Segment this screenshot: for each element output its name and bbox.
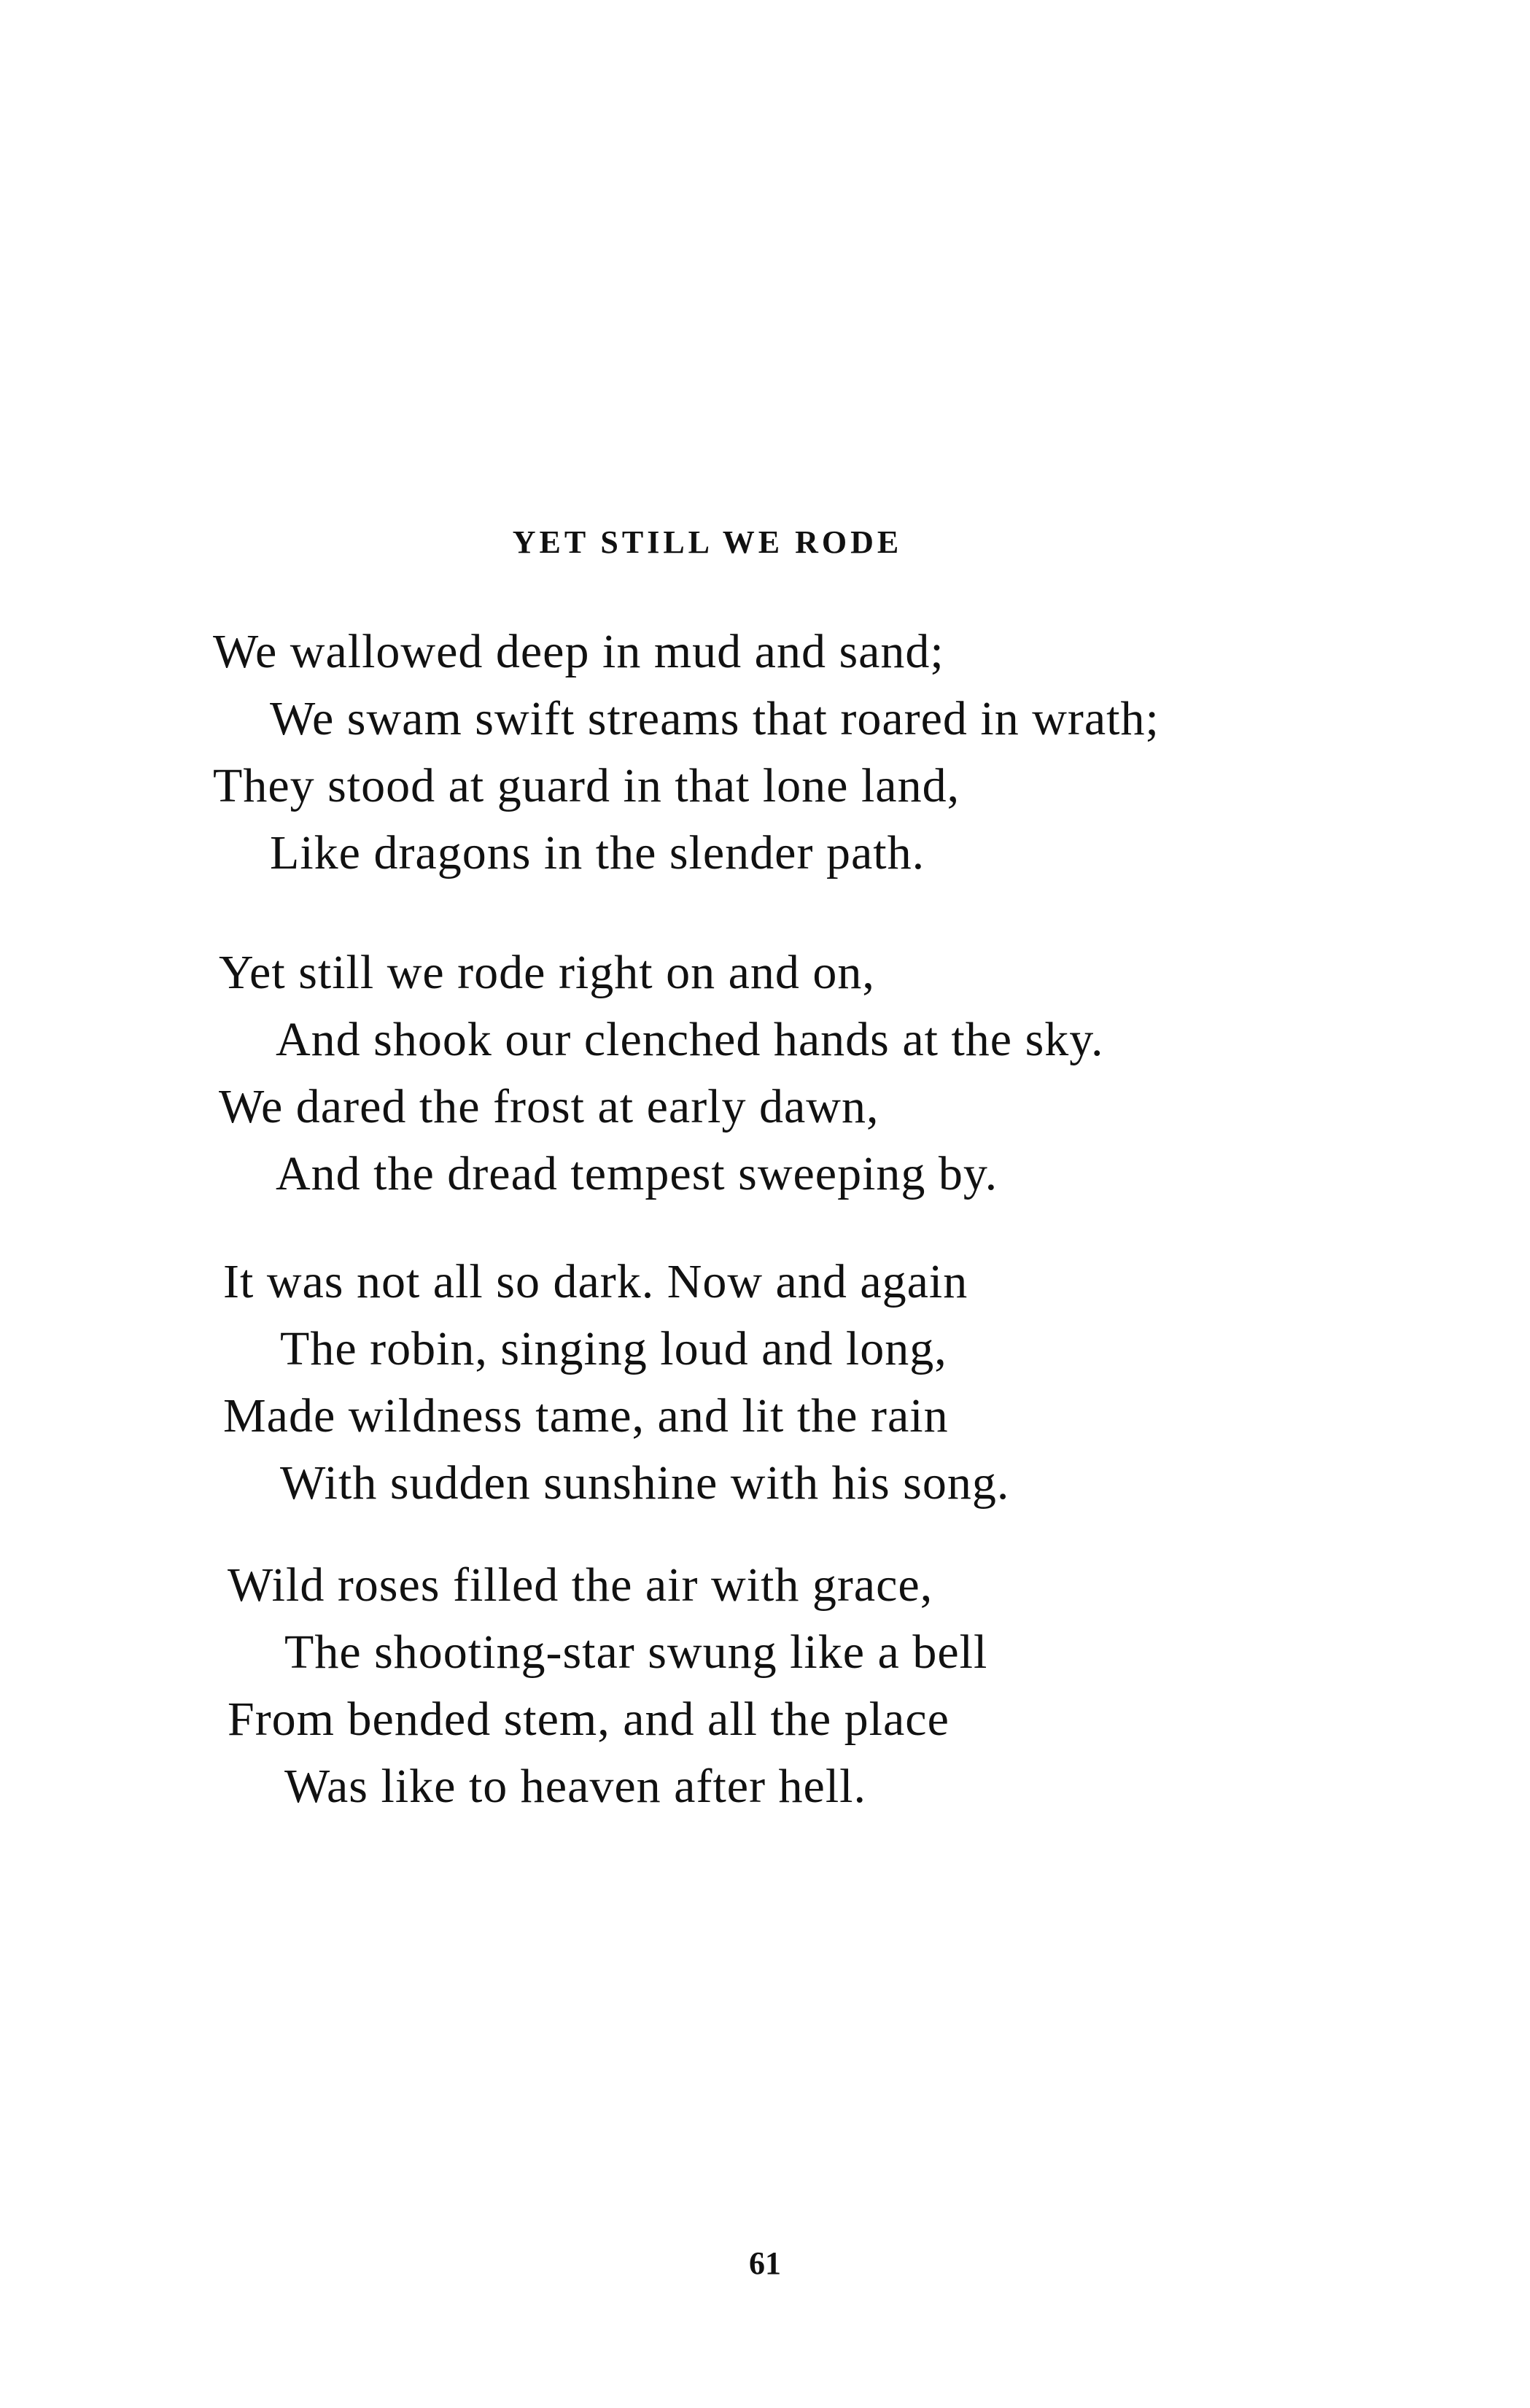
- poem-line: With sudden sunshine with his song.: [280, 1456, 1010, 1510]
- page-number: 61: [749, 2245, 781, 2281]
- poem-line: It was not all so dark. Now and again: [223, 1255, 968, 1308]
- poem-line: Like dragons in the slender path.: [270, 826, 925, 879]
- poem-line: We wallowed deep in mud and sand;: [213, 625, 944, 678]
- poem-line: Yet still we rode right on and on,: [219, 946, 875, 999]
- poem-line: And shook our clenched hands at the sky.: [276, 1013, 1104, 1066]
- stanza: [228, 1552, 987, 1820]
- stanza: [223, 1248, 1009, 1517]
- poem-line: They stood at guard in that lone land,: [213, 759, 960, 812]
- poem-line: The shooting-star swung like a bell: [284, 1626, 988, 1679]
- poem-line: And the dread tempest sweeping by.: [276, 1147, 998, 1200]
- poem-line: We swam swift streams that roared in wrath;: [270, 692, 1160, 745]
- stanza: [213, 618, 1160, 887]
- poem-line: We dared the frost at early dawn,: [219, 1080, 879, 1133]
- poem-line: Was like to heaven after hell.: [284, 1760, 867, 1813]
- stanza: [219, 939, 1103, 1208]
- poem-line: From bended stem, and all the place: [228, 1693, 950, 1746]
- poem-title: YET STILL WE RODE: [512, 524, 903, 560]
- poem-line: The robin, singing loud and long,: [280, 1322, 947, 1375]
- poem-line: Made wildness tame, and lit the rain: [223, 1389, 949, 1442]
- poem-line: Wild roses filled the air with grace,: [228, 1558, 933, 1612]
